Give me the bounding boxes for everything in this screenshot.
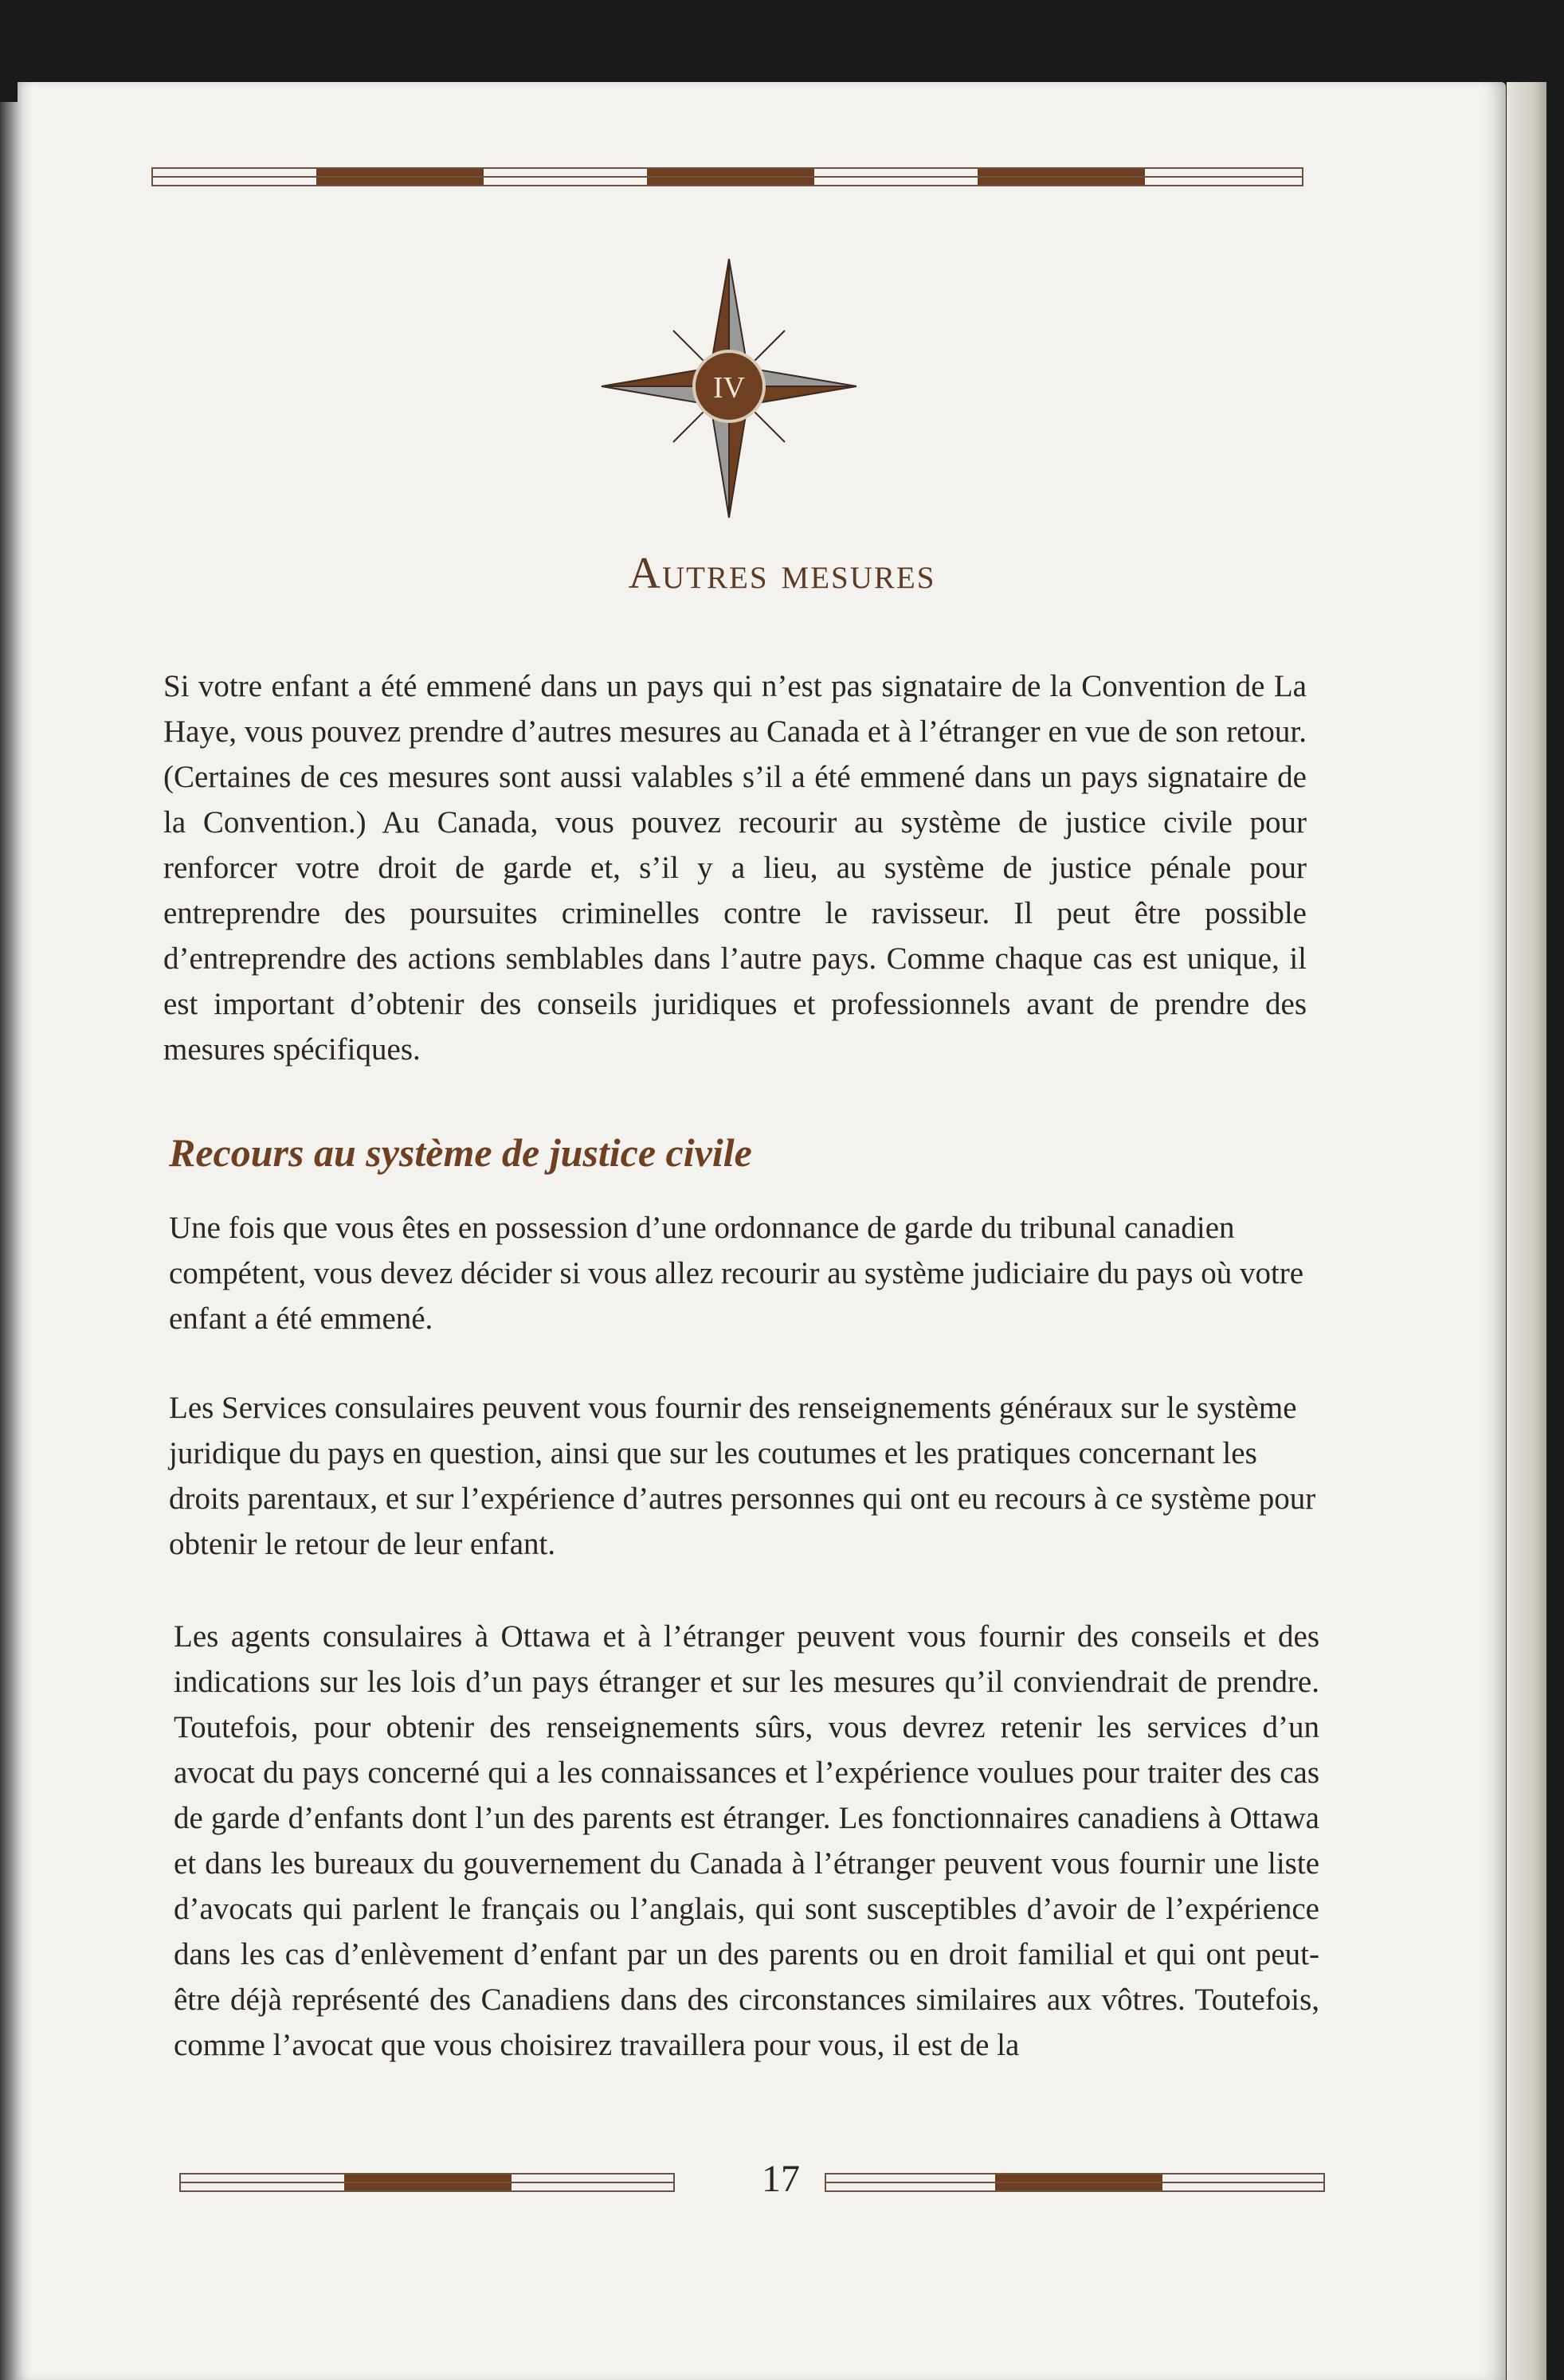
bar-line: [826, 2182, 1323, 2183]
bar-line: [181, 2182, 673, 2183]
chapter-title: Autres mesures: [628, 549, 936, 598]
paragraph-3: Les agents consulaires à Ottawa et à l’étranger peuvent vous fournir des conseils et des indications sur les lois d’un pays étranger et sur les mesures qu’il conviendrait de prendre. Toutefois, pour obtenir des renseignements sûrs, vous devrez retenir les services d’un avocat du pays concerné qui a les connaissances et l’expérience voulues pour traiter des cas de garde d’enfants dont l’un des parents est étranger. Les fonctionnaires canadiens à Ottawa et dans les bureaux du gouvernement du Canada à l’étranger peuvent vous fournir une liste d’avocats qui parlent le français ou l’anglais, qui sont susceptibles d’avoir de l’expérience dans les cas d’enlèvement d’enfant par un des parents ou en droit familial et qui ont peut-être déjà représenté des Canadiens dans des circonstances similaires aux vôtres. Toutefois, comme l’avocat que vous choisirez travaillera pour vous, il est de la: [174, 1619, 1319, 2062]
intro-paragraph: Si votre enfant a été emmené dans un pays qui n’est pas signataire de la Convention de La Haye, vous pouvez prendre d’autres mesures au Canada et à l’étranger en vue de son retour. (Certaines de ces mesures sont aussi valables s’il a été emmené dans un pays signataire de la Convention.) Au Canada, vous pouvez recourir au système de justice civile pour renforcer votre droit de garde et, s’il y a lieu, au système de justice pénale pour entreprendre des poursuites criminelles contre le ravisseur. Il peut être possible d’entreprendre des actions semblables dans l’autre pays. Comme chaque cas est unique, il est important d’obtenir des conseils juridiques et professionnels avant de prendre des mesures spécifiques.: [163, 669, 1307, 1067]
paragraph-2: Les Services consulaires peuvent vous fournir des renseignements généraux sur le système juridique du pays en question, ainsi que sur les coutumes et les pratiques concernant les droits parentaux, et sur l’expérience d’autres personnes qui ont eu recours à ce système pour obtenir le retour de leur enfant.: [169, 1391, 1316, 1561]
page-number: 17: [762, 2158, 800, 2200]
top-decorative-bar: [151, 167, 1303, 186]
bar-line: [153, 176, 1302, 178]
compass-rose-icon: [598, 255, 860, 526]
bottom-left-decorative-bar: [179, 2173, 675, 2192]
page-left-edge: [0, 102, 18, 2380]
page-right-edge: [1507, 82, 1546, 2380]
paragraph-1: Une fois que vous êtes en possession d’une ordonnance de garde du tribunal canadien compétent, vous devez décider si vous allez recourir au système judiciaire du pays où votre enfant a été emmené.: [169, 1211, 1304, 1336]
chapter-numeral: IV: [712, 371, 746, 405]
section-heading: Recours au système de justice civile: [169, 1130, 752, 1175]
bottom-right-decorative-bar: [825, 2173, 1325, 2192]
